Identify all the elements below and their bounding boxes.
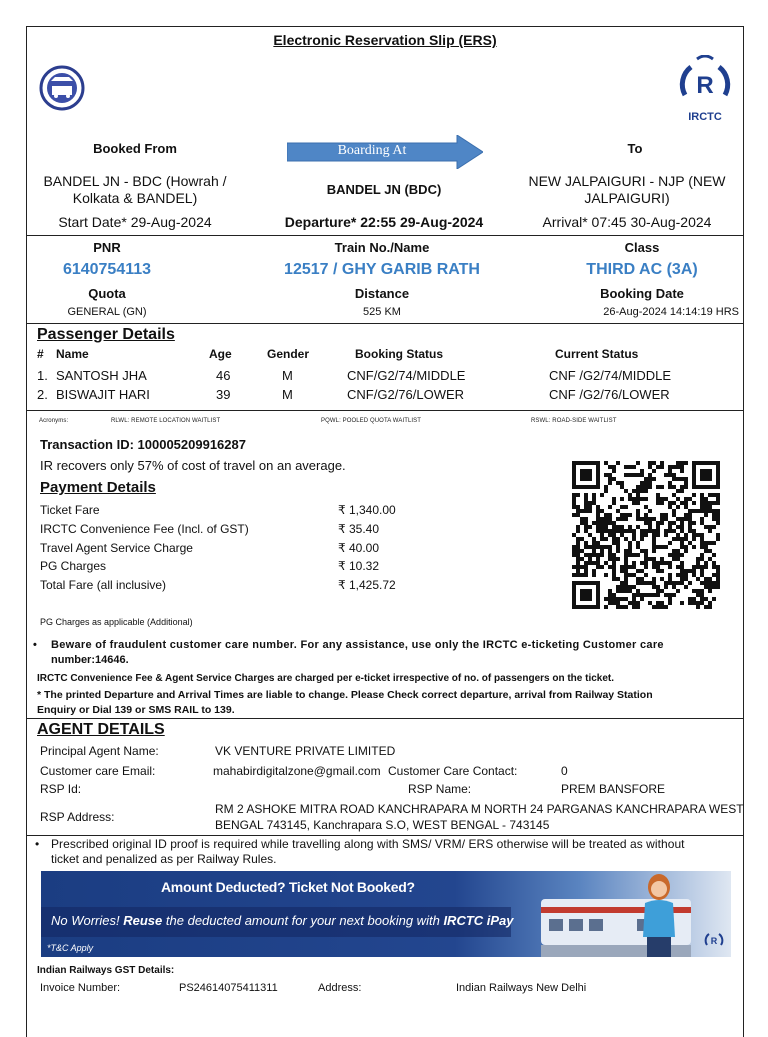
pnr-label: PNR (93, 240, 121, 255)
principal-agent-value: VK VENTURE PRIVATE LIMITED (215, 744, 396, 758)
distance-label: Distance (354, 286, 410, 301)
rsp-name-label: RSP Name: (408, 782, 472, 796)
rsp-address-line1: RM 2 ASHOKE MITRA ROAD KANCHRAPARA M NORTH 24 PARGANAS KANCHRAPARA WEST (215, 802, 744, 816)
customer-care-contact-value: 0 (561, 764, 568, 778)
rsp-id-label: RSP Id: (40, 782, 82, 796)
gst-address-label: Address: (318, 982, 362, 994)
to-station-line1: NEW JALPAIGURI - NJP (NEW (528, 173, 726, 189)
banner-tc: *T&C Apply (47, 943, 94, 953)
train-name: 12517 / GHY GARIB RATH (284, 261, 480, 278)
divider (27, 410, 743, 411)
booking-date-value: 26-Aug-2024 14:14:19 HRS (603, 306, 739, 318)
boarding-arrow (287, 135, 483, 174)
to-station-line2: JALPAIGURI) (584, 190, 670, 206)
departure-time: Departure* 22:55 29-Aug-2024 (284, 214, 484, 230)
passenger-booking-status: CNF/G2/76/LOWER (347, 387, 465, 402)
divider (27, 718, 743, 719)
distance-value: 525 KM (363, 306, 401, 318)
acronym-rlwl: RLWL: REMOTE LOCATION WAITLIST (111, 418, 221, 424)
transaction-id: Transaction ID: 100005209916287 (40, 437, 246, 452)
pnr-number: 6140754113 (62, 261, 152, 278)
passenger-num: 2. (37, 387, 48, 402)
invoice-number: PS24614075411311 (179, 982, 278, 994)
passenger-age: 39 (216, 387, 231, 402)
quota-label: Quota (88, 286, 126, 301)
passenger-details-title: Passenger Details (37, 326, 175, 343)
passenger-booking-status: CNF/G2/74/MIDDLE (347, 368, 466, 383)
payment-label: PG Charges (40, 559, 107, 573)
col-name: Name (56, 347, 89, 361)
booked-from-label: Booked From (93, 141, 177, 156)
to-label: To (627, 141, 643, 156)
irctc-logo-text: IRCTC (688, 111, 722, 123)
rsp-address-line2: BENGAL 743145, Kanchrapara S.O, WEST BENGAL - 743145 (215, 818, 550, 832)
payment-value: ₹ 1,425.72 (338, 578, 396, 592)
from-station-line2: Kolkata & BANDEL) (72, 190, 198, 206)
col-num: # (37, 347, 44, 361)
start-date: Start Date* 29-Aug-2024 (58, 214, 212, 230)
bullet: • (33, 639, 37, 651)
passenger-gender: M (282, 368, 293, 383)
divider (27, 323, 743, 324)
woman-illustration (635, 873, 683, 957)
boarding-at-label: Boarding At (337, 143, 407, 158)
col-booking-status: Booking Status (355, 347, 444, 361)
rsp-address-label: RSP Address: (40, 810, 115, 824)
fee-note: IRCTC Convenience Fee & Agent Service Charges are charged per e-ticket irrespective of no. of passengers on the ticket. (37, 673, 615, 684)
banner-lead: No Worries! (51, 913, 120, 928)
boarding-station: BANDEL JN (BDC) (326, 182, 442, 197)
payment-label: Travel Agent Service Charge (40, 541, 193, 555)
banner-message (51, 913, 514, 928)
divider (27, 235, 743, 236)
page-title: Electronic Reservation Slip (ERS) (273, 32, 497, 48)
train-label: Train No./Name (334, 240, 430, 255)
payment-value: ₹ 10.32 (338, 559, 379, 573)
time-note-line2: Enquiry or Dial 139 or SMS RAIL to 139. (37, 704, 235, 716)
payment-label: IRCTC Convenience Fee (Incl. of GST) (40, 522, 249, 536)
to-station (517, 173, 737, 206)
id-note-line1: Prescribed original ID proof is required while travelling along with SMS/ VRM/ ERS otherwise will be treated as without (51, 837, 685, 851)
booking-date-label: Booking Date (600, 286, 684, 301)
irctc-logo (675, 55, 735, 127)
rsp-name-value: PREM BANSFORE (561, 782, 666, 796)
fraud-notice-line1: Beware of fraudulent customer care number. For any assistance, use only the IRCTC e-ticketing Customer care (51, 639, 664, 651)
time-note-line1: * The printed Departure and Arrival Times are liable to change. Please Check correct departure, arrival from Railway Station (37, 689, 653, 701)
col-age: Age (209, 347, 232, 361)
col-gender: Gender (267, 347, 310, 361)
passenger-name: BISWAJIT HARI (56, 387, 150, 402)
banner-headline: Amount Deducted? Ticket Not Booked? (161, 879, 415, 895)
indian-railways-logo (39, 63, 85, 118)
passenger-num: 1. (37, 368, 48, 383)
payment-label: Ticket Fare (40, 503, 100, 517)
payment-value: ₹ 35.40 (338, 522, 379, 536)
acronym-rswl: RSWL: ROAD-SIDE WAITLIST (531, 418, 617, 424)
id-note-line2: ticket and penalized as per Railway Rules. (51, 852, 277, 866)
from-station-line1: BANDEL JN - BDC (Howrah / (43, 173, 227, 189)
passenger-gender: M (282, 387, 293, 402)
fraud-notice-line2: number:14646. (51, 654, 129, 666)
ipay-banner[interactable] (41, 871, 731, 957)
ticket-frame (26, 26, 744, 1037)
pg-note: PG Charges as applicable (Additional) (40, 617, 193, 627)
from-station (27, 173, 243, 206)
qr-code (572, 459, 720, 611)
passenger-name: SANTOSH JHA (56, 368, 147, 383)
recovery-note: IR recovers only 57% of cost of travel on an average. (40, 458, 346, 473)
payment-details-title: Payment Details (40, 479, 156, 496)
passenger-age: 46 (216, 368, 231, 383)
divider (27, 835, 743, 836)
passenger-current-status: CNF /G2/76/LOWER (549, 387, 670, 402)
payment-value: ₹ 40.00 (338, 541, 379, 555)
arrival-time: Arrival* 07:45 30-Aug-2024 (542, 214, 712, 230)
gst-title: Indian Railways GST Details: (37, 965, 175, 976)
customer-care-email-label: Customer care Email: (40, 764, 156, 778)
svg-text:R: R (710, 936, 718, 946)
acronyms-label: Acronyms: (39, 418, 69, 424)
payment-label: Total Fare (all inclusive) (40, 578, 167, 592)
customer-care-contact-label: Customer Care Contact: (388, 764, 518, 778)
col-current-status: Current Status (555, 347, 639, 361)
irctc-small-logo (703, 929, 725, 957)
travel-class: THIRD AC (3A) (586, 261, 698, 278)
invoice-label: Invoice Number: (40, 982, 121, 994)
class-label: Class (624, 240, 660, 255)
customer-care-email-value: mahabirdigitalzone@gmail.com (213, 764, 381, 778)
banner-reuse: Reuse (123, 913, 163, 928)
banner-brand: IRCTC iPay (443, 913, 514, 928)
svg-text:R: R (696, 72, 714, 99)
acronym-pqwl: PQWL: POOLED QUOTA WAITLIST (321, 418, 422, 424)
payment-value: ₹ 1,340.00 (338, 503, 396, 517)
gst-address-value: Indian Railways New Delhi (456, 982, 587, 994)
agent-details-title: AGENT DETAILS (37, 721, 165, 738)
principal-agent-label: Principal Agent Name: (40, 744, 159, 758)
quota-value: GENERAL (GN) (67, 306, 147, 318)
banner-body: the deducted amount for your next booking with (165, 913, 440, 928)
bullet: • (35, 837, 40, 851)
passenger-current-status: CNF /G2/74/MIDDLE (549, 368, 672, 383)
